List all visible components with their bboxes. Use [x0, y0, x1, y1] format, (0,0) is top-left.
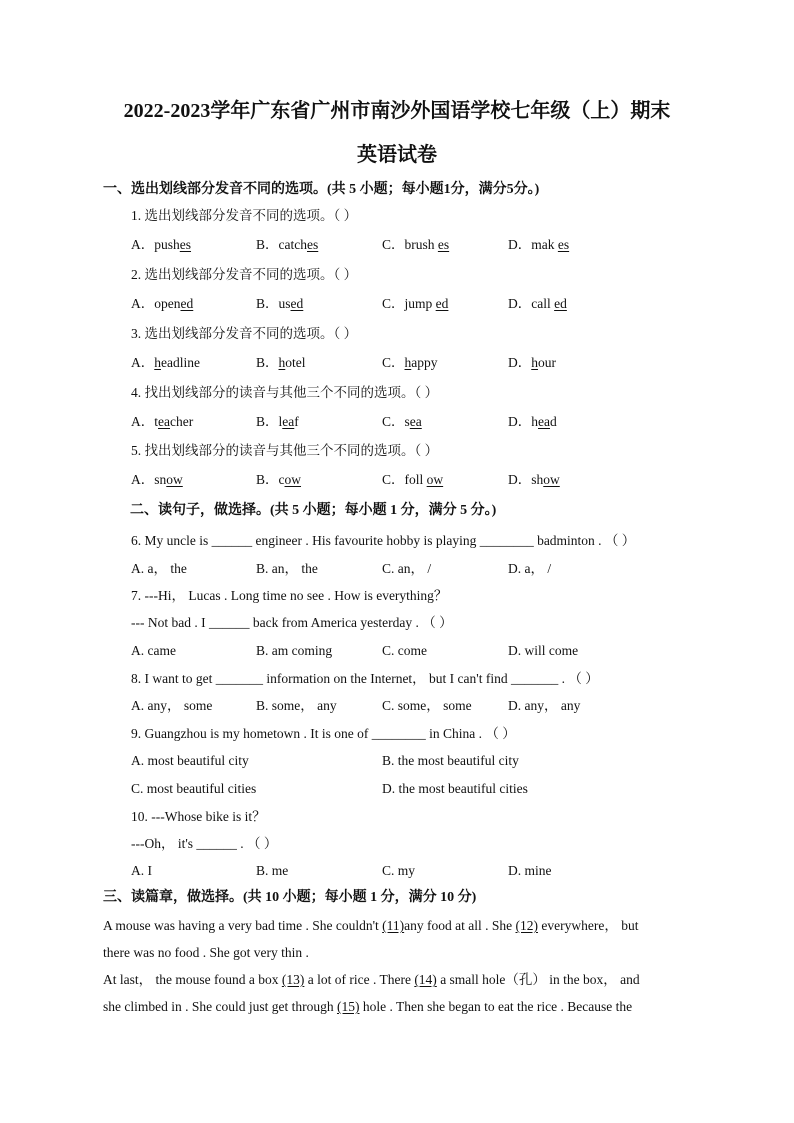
question-1-option-b [256, 236, 318, 254]
underlined-letters: es [557, 237, 570, 252]
underlined-letters: ow [284, 472, 302, 487]
passage-text: a lot of rice . There [304, 972, 415, 987]
question-4-option-c [382, 413, 422, 431]
passage-line-2: there was no food . She got very thin . [103, 945, 309, 960]
option-label: C． [382, 237, 405, 252]
option-word-part: our [538, 355, 556, 370]
underlined-letters: h [531, 355, 538, 370]
blank-12: (12) [515, 918, 538, 933]
underlined-letters: ed [554, 296, 567, 311]
question-7-stem-2: --- Not bad . I ______ back from America yesterday . （ ） [131, 615, 453, 630]
passage-text: A mouse was having a very bad time . She couldn't [103, 918, 383, 933]
question-8-option-b: B. some， any [256, 698, 337, 713]
question-10-option-a: A. I [131, 863, 152, 878]
underlined-letters: ea [158, 414, 170, 429]
question-8-option-d: D. any， any [508, 698, 581, 713]
option-label: D． [508, 296, 532, 311]
question-9-option-c: C. most beautiful cities [131, 781, 257, 796]
question-5-option-d [508, 471, 560, 489]
question-3-option-c [382, 354, 438, 372]
passage-text: any food at all . She [404, 918, 516, 933]
passage-line-4 [103, 998, 632, 1016]
option-label: A． [131, 472, 155, 487]
option-label: D． [508, 355, 532, 370]
passage-text: everywhere， but [538, 918, 639, 933]
passage-text: hole . Then she began to eat the rice . Because the [359, 999, 633, 1014]
option-label: A． [131, 355, 155, 370]
option-label: C． [382, 472, 405, 487]
underlined-letters: es [307, 237, 319, 252]
question-6-option-c: C. an， / [382, 561, 432, 576]
option-word-part: s [404, 414, 410, 429]
question-6-stem: 6. My uncle is ______ engineer . His favourite hobby is playing ________ badminton . （ ） [131, 533, 636, 548]
question-7-option-b: B. am coming [256, 643, 333, 658]
option-word-part: sh [531, 472, 544, 487]
option-word-part: open [154, 296, 181, 311]
question-7-stem: 7. ---Hi， Lucas . Long time no see . How is everything？ [131, 588, 448, 603]
question-2-option-c [382, 295, 448, 313]
section-2-header: 二、读句子，做选择。(共 5 小题；每小题 1 分，满分 5 分。) [130, 503, 497, 518]
passage-text: she climbed in . She could just get through [103, 999, 337, 1014]
option-label: D． [508, 414, 532, 429]
page-title: 2022-2023学年广东省广州市南沙外国语学校七年级（上）期末 [123, 100, 671, 122]
option-word-part: jump [404, 296, 436, 311]
option-label: C． [382, 414, 405, 429]
blank-13: (13) [281, 972, 305, 987]
blank-15: (15) [336, 999, 360, 1014]
option-label: C． [382, 296, 405, 311]
question-4-option-a [131, 413, 193, 431]
option-word-part: us [278, 296, 291, 311]
question-5-option-a [131, 471, 183, 489]
underlined-letters: ea [282, 414, 295, 429]
underlined-letters: ow [166, 472, 183, 487]
option-label: B． [256, 296, 279, 311]
option-word-part: catch [278, 237, 307, 252]
question-9-option-b: B. the most beautiful city [382, 753, 519, 768]
option-label: B． [256, 414, 279, 429]
question-1-stem: 1. 选出划线部分发音不同的选项。（ ） [131, 208, 358, 223]
underlined-letters: ed [435, 296, 449, 311]
option-label: D． [508, 472, 532, 487]
question-5-option-c [382, 471, 443, 489]
question-2-option-a [131, 295, 193, 313]
option-word-part: t [154, 414, 159, 429]
underlined-letters: ed [290, 296, 304, 311]
option-word-part: foll [404, 472, 427, 487]
option-label: B． [256, 355, 279, 370]
passage-text: At last， the mouse found a box [103, 972, 282, 987]
underlined-letters: h [404, 355, 412, 370]
option-word-part: call [531, 296, 555, 311]
question-10-stem: 10. ---Whose bike is it？ [131, 809, 266, 824]
question-8-stem: 8. I want to get _______ information on the Internet， but I can't find _______ . （ ） [131, 671, 599, 686]
section-3-header: 三、读篇章，做选择。(共 10 小题；每小题 1 分，满分 10 分) [103, 890, 477, 905]
question-5-option-b [256, 471, 301, 489]
question-4-stem: 4. 找出划线部分的读音与其他三个不同的选项。（ ） [131, 385, 439, 400]
question-1-option-a [131, 236, 191, 254]
option-label: C． [382, 355, 405, 370]
question-6-option-b: B. an， the [256, 561, 318, 576]
question-1-option-d [508, 236, 569, 254]
question-7-option-d: D. will come [508, 643, 579, 658]
option-word-part: push [154, 237, 180, 252]
question-4-option-b [256, 413, 299, 431]
option-word-part: l [278, 414, 283, 429]
option-label: B． [256, 472, 279, 487]
question-2-stem: 2. 选出划线部分发音不同的选项。（ ） [131, 267, 358, 282]
question-8-option-c: C. some， some [382, 698, 472, 713]
option-word-part: sn [154, 472, 167, 487]
page-subtitle: 英语试卷 [357, 144, 437, 166]
option-word-part: f [294, 414, 299, 429]
option-label: A． [131, 296, 155, 311]
question-5-stem: 5. 找出划线部分的读音与其他三个不同的选项。（ ） [131, 443, 439, 458]
option-word-part: d [549, 414, 557, 429]
blank-14: (14) [414, 972, 437, 987]
underlined-letters: es [437, 237, 450, 252]
passage-line-1 [103, 917, 638, 935]
option-word-part: otel [285, 355, 306, 370]
question-2-option-b [256, 295, 303, 313]
underlined-letters: ow [543, 472, 560, 487]
passage-line-3 [103, 971, 640, 989]
option-label: D． [508, 237, 532, 252]
question-9-option-d: D. the most beautiful cities [382, 781, 528, 796]
blank-11: (11) [382, 918, 405, 933]
question-10-option-b: B. me [256, 863, 289, 878]
option-word-part: brush [404, 237, 438, 252]
section-1-header: 一、选出划线部分发音不同的选项。(共 5 小题；每小题1分，满分5分。) [103, 182, 540, 197]
passage-text: a small hole（孔） in the box， and [436, 972, 640, 987]
question-4-option-d [508, 413, 557, 431]
question-3-option-d [508, 354, 556, 372]
underlined-letters: ed [180, 296, 194, 311]
question-10-option-c: C. my [382, 863, 416, 878]
underlined-letters: h [154, 355, 161, 370]
question-2-option-d [508, 295, 567, 313]
question-3-option-b [256, 354, 306, 372]
option-word-part: c [278, 472, 285, 487]
question-8-option-a: A. any， some [131, 698, 213, 713]
question-6-option-a: A. a， the [131, 561, 187, 576]
question-7-option-c: C. come [382, 643, 427, 658]
underlined-letters: es [179, 237, 192, 252]
option-word-part: mak [531, 237, 558, 252]
option-word-part: h [531, 414, 538, 429]
underlined-letters: ea [409, 414, 422, 429]
question-7-option-a: A. came [131, 643, 176, 658]
underlined-letters: ea [538, 414, 550, 429]
question-3-stem: 3. 选出划线部分发音不同的选项。（ ） [131, 326, 358, 341]
option-word-part: appy [411, 355, 438, 370]
option-label: A． [131, 237, 155, 252]
underlined-letters: h [278, 355, 286, 370]
question-9-option-a: A. most beautiful city [131, 753, 249, 768]
question-9-stem: 9. Guangzhou is my hometown . It is one of ________ in China . （ ） [131, 726, 516, 741]
option-word-part: eadline [161, 355, 200, 370]
option-word-part: cher [170, 414, 194, 429]
question-1-option-c [382, 236, 449, 254]
question-10-option-d: D. mine [508, 863, 552, 878]
option-label: A． [131, 414, 155, 429]
option-label: B． [256, 237, 279, 252]
underlined-letters: ow [426, 472, 444, 487]
question-3-option-a [131, 354, 200, 372]
question-10-stem-2: ---Oh， it's ______ . （ ） [131, 836, 278, 851]
question-6-option-d: D. a， / [508, 561, 552, 576]
